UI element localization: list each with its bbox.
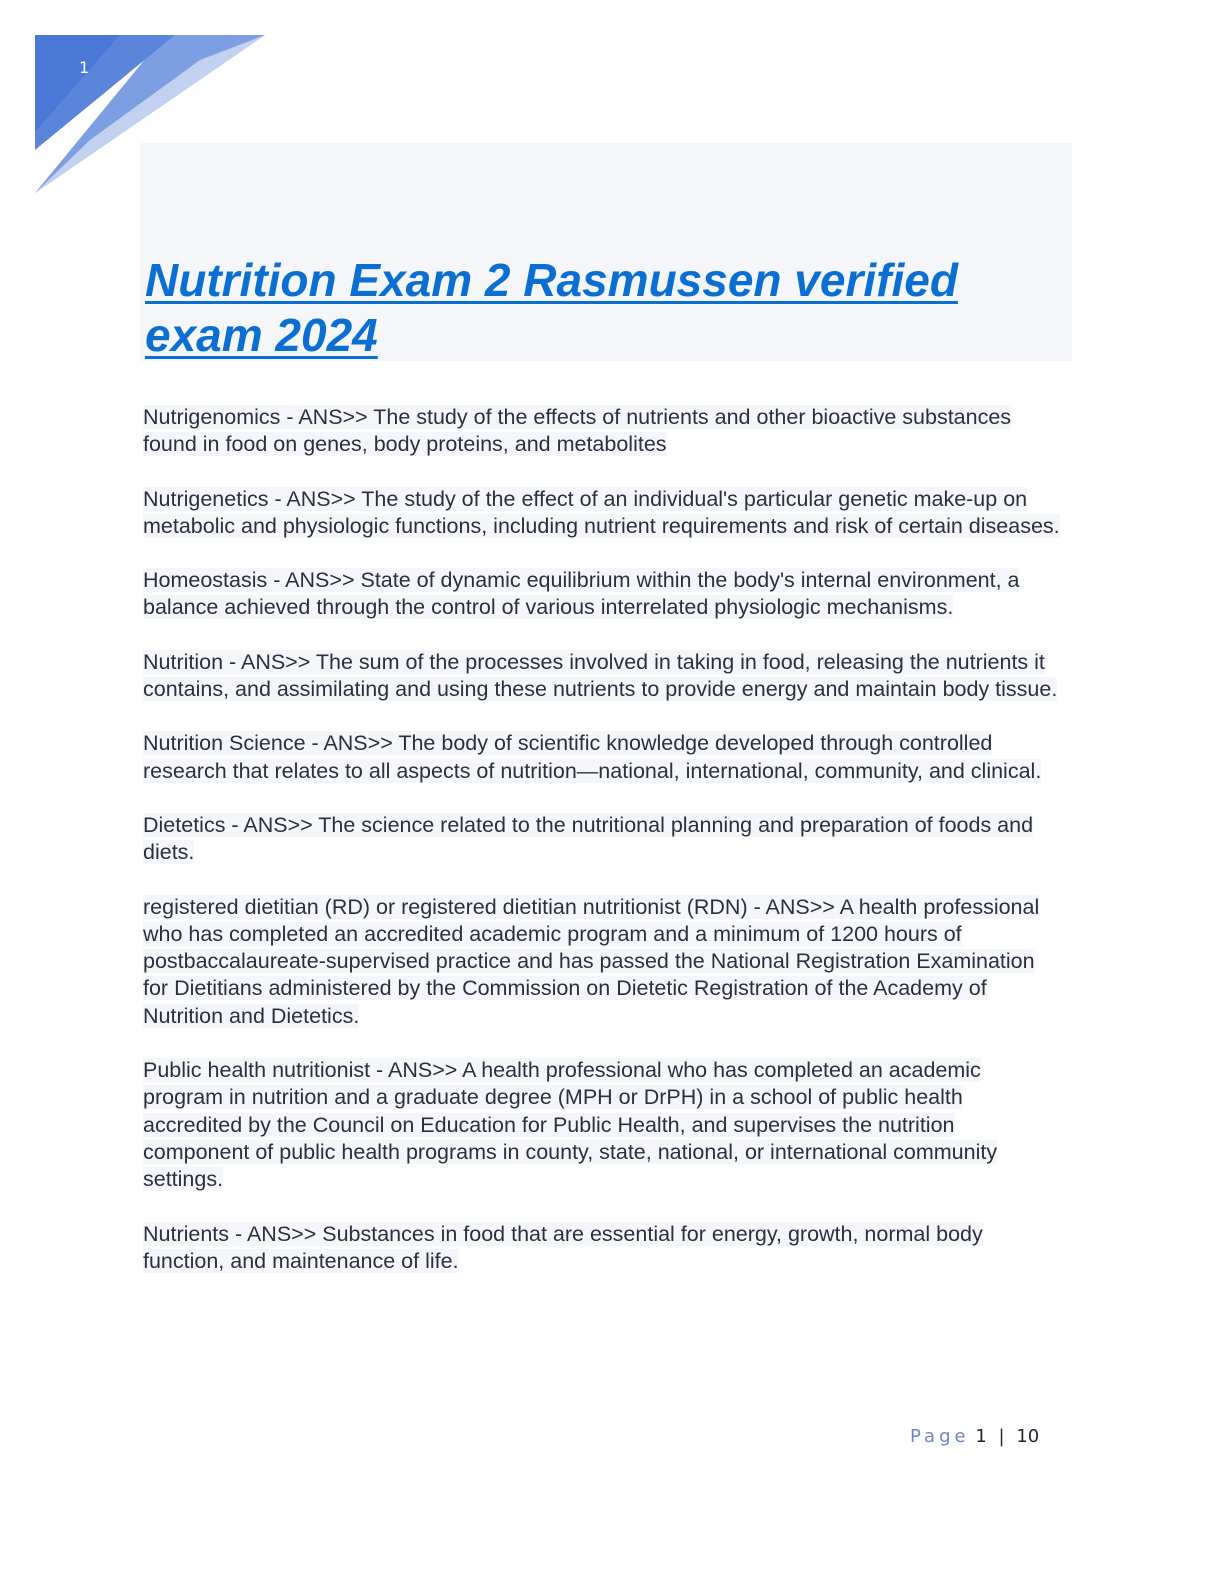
page-footer <box>910 1426 1039 1447</box>
flashcard-entry <box>143 1057 1063 1193</box>
footer-current-page: 1 <box>975 1426 987 1447</box>
footer-separator: | <box>998 1426 1005 1447</box>
flashcard-entry <box>143 812 1063 867</box>
entry-text: Nutrients - ANS>> Substances in food that are essential for energy, growth, normal body function, and maintenance of life. <box>143 1221 983 1273</box>
header-page-number: 1 <box>79 58 90 77</box>
entry-text: Nutrition - ANS>> The sum of the processes involved in taking in food, releasing the nutrients it contains, and assimilating and using these nutrients to provide energy and maintain body tissue. <box>143 649 1058 702</box>
footer-total-pages: 10 <box>1016 1426 1040 1447</box>
entry-text: Dietetics - ANS>> The science related to the nutritional planning and preparation of foods and diets. <box>143 812 1034 865</box>
document-title: Nutrition Exam 2 Rasmussen verified exam 2024 <box>145 254 958 361</box>
flashcard-entry <box>143 730 1063 785</box>
entry-text: Public health nutritionist - ANS>> A health professional who has completed an academic program in nutrition and a graduate degree (MPH or DrPH) in a school of public health accredited by the Council on Education for Public Health, and supervises the nutrition component of public health programs in county, state, national, or international community settings. <box>143 1058 998 1192</box>
entry-text: registered dietitian (RD) or registered dietitian nutritionist (RDN) - ANS>> A health professional who has completed an accredited academic program and a minimum of 1200 hours of postbaccalaureate-supervised practice and has passed the National Registration Examination for Dietitians administered by the Commission on Dietetic Registration of the Academy of Nutrition and Dietetics. <box>143 894 1040 1028</box>
entry-text: Homeostasis - ANS>> State of dynamic equilibrium within the body's internal environment, a balance achieved through the control of various interrelated physiologic mechanisms. <box>143 568 1020 620</box>
flashcard-entry <box>143 1221 1063 1276</box>
flashcard-entry <box>143 486 1063 541</box>
entry-text: Nutrigenomics - ANS>> The study of the effects of nutrients and other bioactive substances found in food on genes, body proteins, and metabolites <box>143 405 1012 457</box>
entry-text: Nutrigenetics - ANS>> The study of the effect of an individual's particular genetic make-up on metabolic and physiologic functions, including nutrient requirements and risk of certain diseases. <box>143 486 1060 538</box>
flashcard-entry <box>143 404 1063 459</box>
flashcard-entry <box>143 649 1063 704</box>
flashcard-entry <box>143 894 1063 1030</box>
footer-page-label: Page <box>910 1426 970 1447</box>
flashcard-entry <box>143 567 1063 622</box>
entry-text: Nutrition Science - ANS>> The body of scientific knowledge developed through controlled research that relates to all aspects of nutrition—national, international, community, and clinical. <box>143 731 1042 783</box>
flashcard-list <box>143 404 1063 1302</box>
